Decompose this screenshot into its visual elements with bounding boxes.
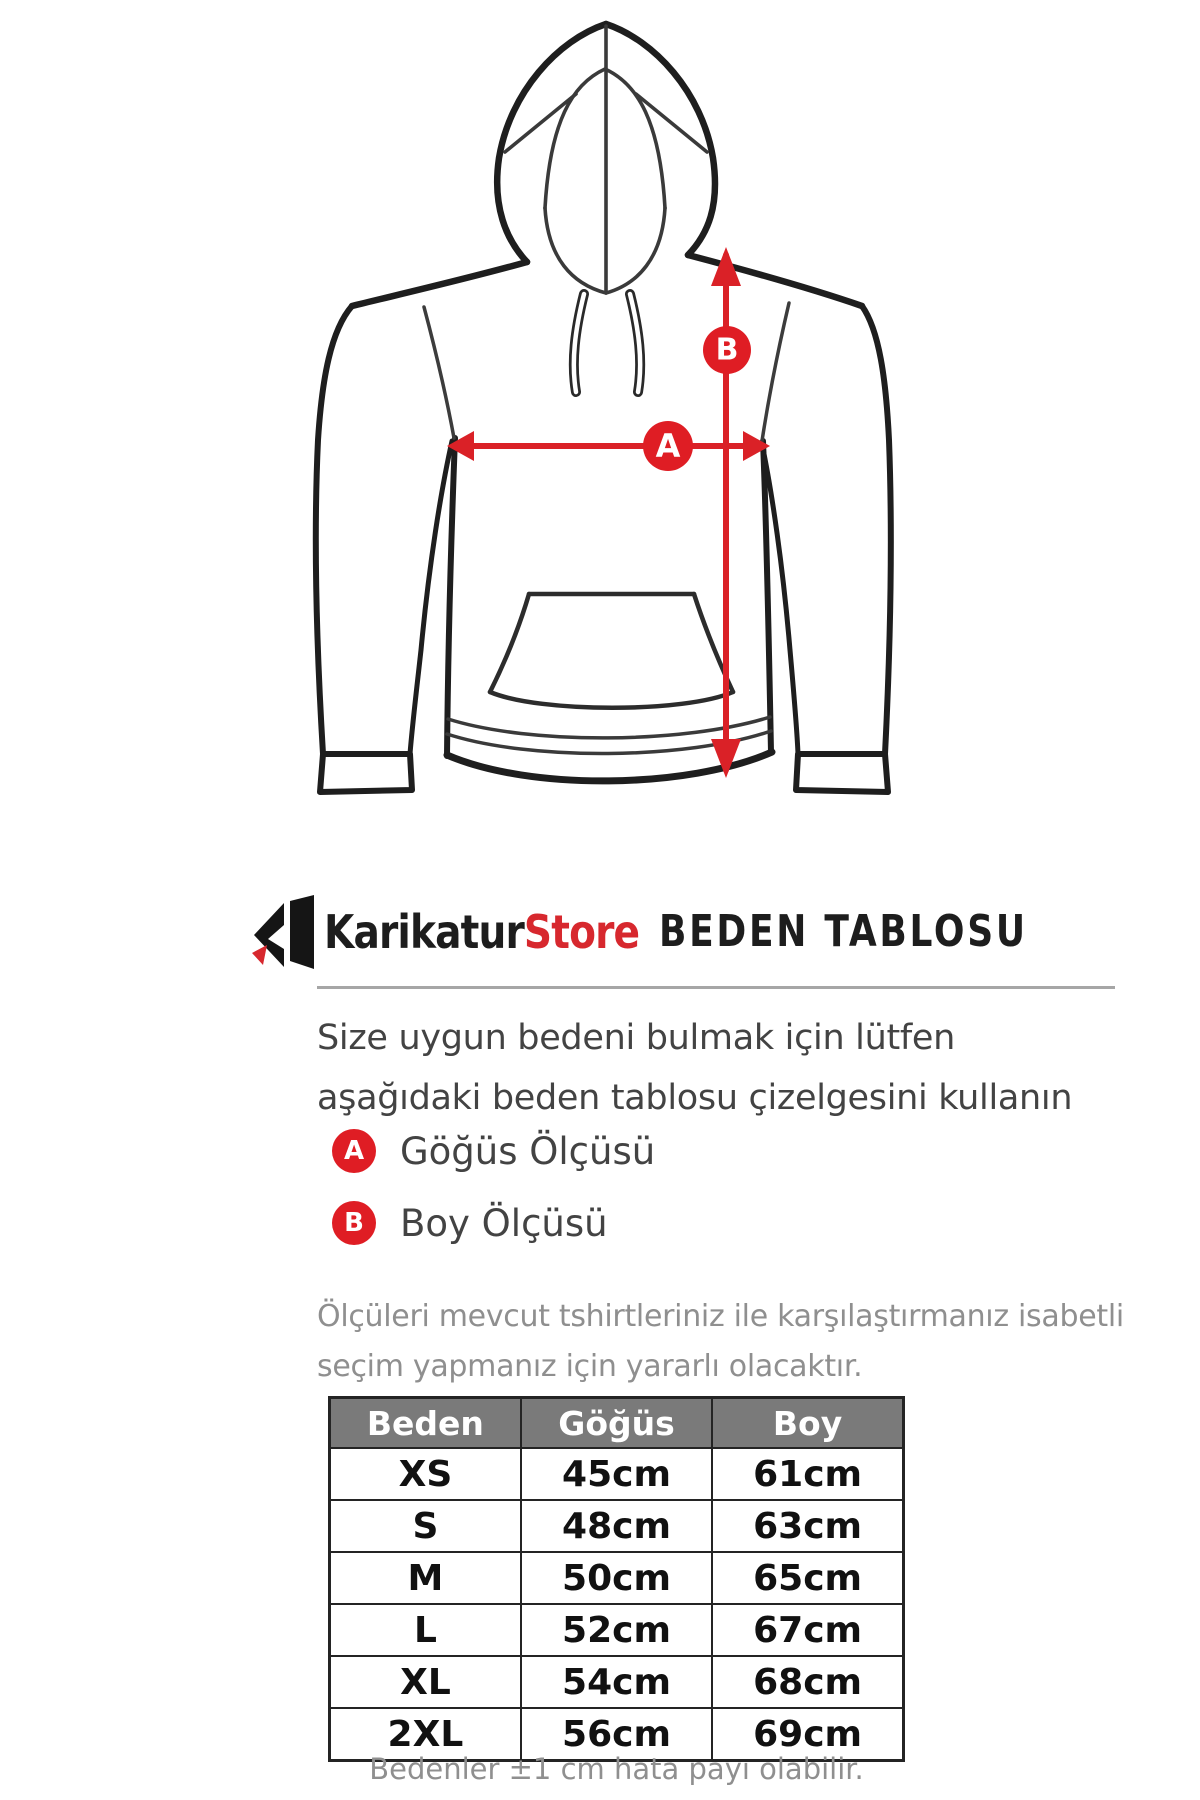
table-cell: 54cm — [521, 1656, 712, 1708]
table-cell: S — [330, 1500, 521, 1552]
table-cell: 50cm — [521, 1552, 712, 1604]
table-row — [330, 1604, 904, 1656]
header-gogus: Göğüs — [521, 1398, 712, 1449]
intro-text — [317, 1008, 1072, 1128]
table-cell: 61cm — [712, 1448, 903, 1500]
legend-label-b: Boy Ölçüsü — [400, 1201, 608, 1245]
label-b-text: B — [715, 332, 739, 368]
page-title: BEDEN TABLOSU — [658, 907, 1028, 957]
header-beden: Beden — [330, 1398, 521, 1449]
table-cell: 56cm — [521, 1708, 712, 1761]
table-cell: 2XL — [330, 1708, 521, 1761]
table-row — [330, 1448, 904, 1500]
body-outline — [316, 306, 891, 792]
hoodie-drawing — [0, 0, 1200, 880]
header-row — [330, 1398, 904, 1449]
table-cell: 52cm — [521, 1604, 712, 1656]
table-cell: 48cm — [521, 1500, 712, 1552]
note-line-2: seçim yapmanız için yararlı olacaktır. — [317, 1349, 863, 1384]
legend-row-b — [332, 1200, 655, 1246]
table-cell: 69cm — [712, 1708, 903, 1761]
table-cell: 68cm — [712, 1656, 903, 1708]
karikaturstore-logo-icon — [252, 895, 318, 969]
hoodie-diagram — [0, 0, 1200, 880]
table-cell: 67cm — [712, 1604, 903, 1656]
table-row — [330, 1500, 904, 1552]
legend-badge-b: B — [332, 1201, 376, 1245]
table-cell: 63cm — [712, 1500, 903, 1552]
kangaroo-pocket — [490, 594, 733, 708]
size-table-body — [330, 1448, 904, 1761]
table-row — [330, 1552, 904, 1604]
drawstrings — [574, 294, 640, 392]
brand-row — [252, 893, 1069, 971]
brand-name-karikatur: Karikatur — [324, 905, 524, 959]
legend-badge-a: A — [332, 1129, 376, 1173]
size-table-head — [330, 1398, 904, 1449]
label-a-text: A — [655, 427, 681, 465]
table-cell: M — [330, 1552, 521, 1604]
legend-label-a: Göğüs Ölçüsü — [400, 1129, 656, 1173]
table-cell: 45cm — [521, 1448, 712, 1500]
brand-name-store: Store — [523, 905, 640, 959]
measure-arrow-a — [447, 431, 770, 461]
table-cell: 65cm — [712, 1552, 903, 1604]
comparison-note — [317, 1292, 1124, 1392]
size-table — [328, 1396, 905, 1762]
note-line-1: Ölçüleri mevcut tshirtleriniz ile karşılaştırmanız isabetli — [317, 1299, 1124, 1334]
brand-name — [324, 905, 639, 959]
header-boy: Boy — [712, 1398, 903, 1449]
legend-row-a — [332, 1128, 655, 1174]
measure-legend — [332, 1128, 655, 1272]
table-row — [330, 1656, 904, 1708]
measure-labels — [643, 326, 751, 471]
intro-line-2: aşağıdaki beden tablosu çizelgesini kullanın — [317, 1078, 1073, 1118]
divider-line — [317, 986, 1115, 989]
table-cell: L — [330, 1604, 521, 1656]
table-cell: XL — [330, 1656, 521, 1708]
hood-inner-seams — [505, 26, 707, 293]
tolerance-note: Bedenler ±1 cm hata payı olabilir. — [369, 1752, 864, 1786]
intro-line-1: Size uygun bedeni bulmak için lütfen — [317, 1018, 956, 1058]
table-cell: XS — [330, 1448, 521, 1500]
